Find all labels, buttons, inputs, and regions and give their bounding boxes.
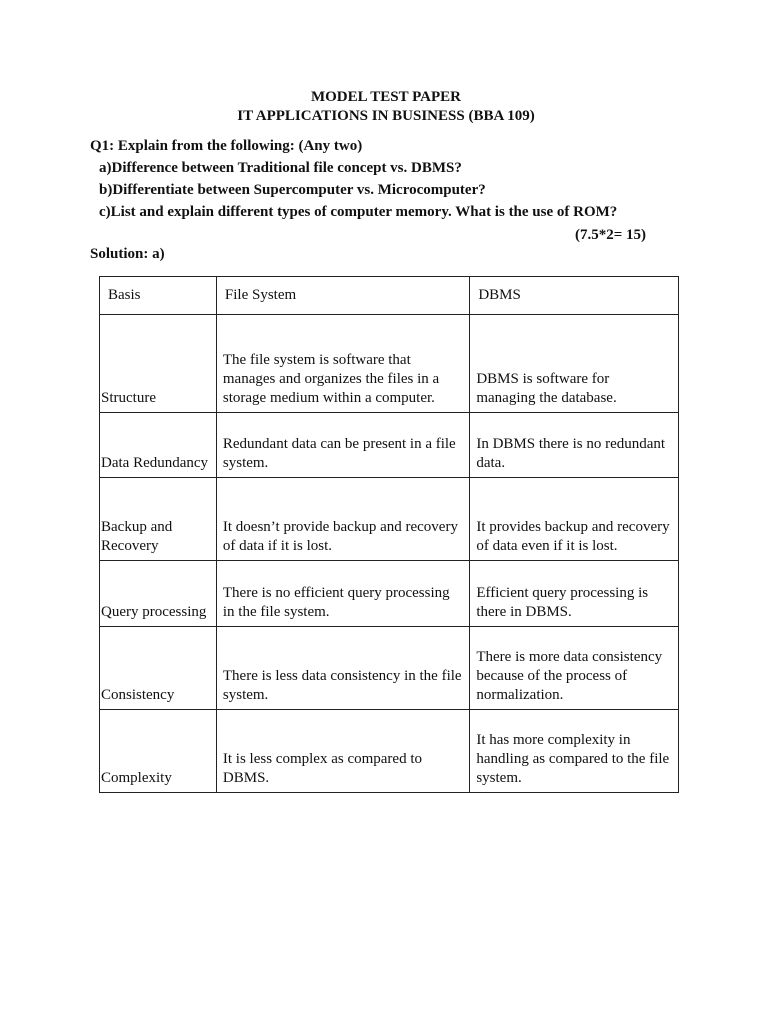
table-row (100, 315, 679, 413)
table-row (100, 561, 679, 627)
marks-allocation: (7.5*2= 15) (575, 227, 647, 243)
question-item-label: b) (99, 182, 113, 198)
paper-subtitle: IT APPLICATIONS IN BUSINESS (BBA 109) (237, 108, 535, 124)
table-row (100, 413, 679, 478)
question-item-c (99, 204, 617, 221)
table-row (100, 710, 679, 793)
cell-basis: Complexity (100, 710, 217, 793)
solution-label: Solution: a) (90, 246, 165, 262)
cell-basis: Data Redundancy (100, 413, 217, 478)
question-item-label: c) (99, 204, 111, 220)
cell-dbms: It has more complexity in handling as compared to the file system. (470, 710, 679, 793)
cell-basis: Query processing (100, 561, 217, 627)
table-row (100, 627, 679, 710)
table-header-row (100, 277, 679, 315)
header-file-system: File System (216, 277, 469, 315)
cell-dbms: In DBMS there is no redundant data. (470, 413, 679, 478)
cell-dbms: It provides backup and recovery of data even if it is lost. (470, 478, 679, 561)
header-basis: Basis (100, 277, 217, 315)
question-item-text: List and explain different types of computer memory. What is the use of ROM? (110, 204, 618, 220)
question-item-text: Difference between Traditional file concept vs. DBMS? (111, 160, 462, 176)
cell-basis: Structure (100, 315, 217, 413)
cell-basis: Consistency (100, 627, 217, 710)
cell-file-system: Redundant data can be present in a file system. (216, 413, 469, 478)
cell-file-system: It doesn’t provide backup and recovery of data if it is lost. (216, 478, 469, 561)
question-item-label: a) (99, 160, 112, 176)
title-block (0, 88, 768, 126)
paper-title: MODEL TEST PAPER (310, 89, 462, 105)
cell-file-system: The file system is software that manages and organizes the files in a storage medium within a computer. (216, 315, 469, 413)
question-item-a (99, 160, 462, 177)
cell-dbms: There is more data consistency because of the process of normalization. (470, 627, 679, 710)
question-heading: Q1: Explain from the following: (Any two) (90, 138, 363, 154)
header-dbms: DBMS (470, 277, 679, 315)
cell-basis: Backup and Recovery (100, 478, 217, 561)
question-item-b (99, 182, 486, 199)
question-item-text: Differentiate between Supercomputer vs. Microcomputer? (112, 182, 486, 198)
cell-dbms: DBMS is software for managing the database. (470, 315, 679, 413)
cell-dbms: Efficient query processing is there in DBMS. (470, 561, 679, 627)
table-row (100, 478, 679, 561)
cell-file-system: It is less complex as compared to DBMS. (216, 710, 469, 793)
cell-file-system: There is no efficient query processing in the file system. (216, 561, 469, 627)
cell-file-system: There is less data consistency in the file system. (216, 627, 469, 710)
comparison-table (99, 276, 679, 793)
